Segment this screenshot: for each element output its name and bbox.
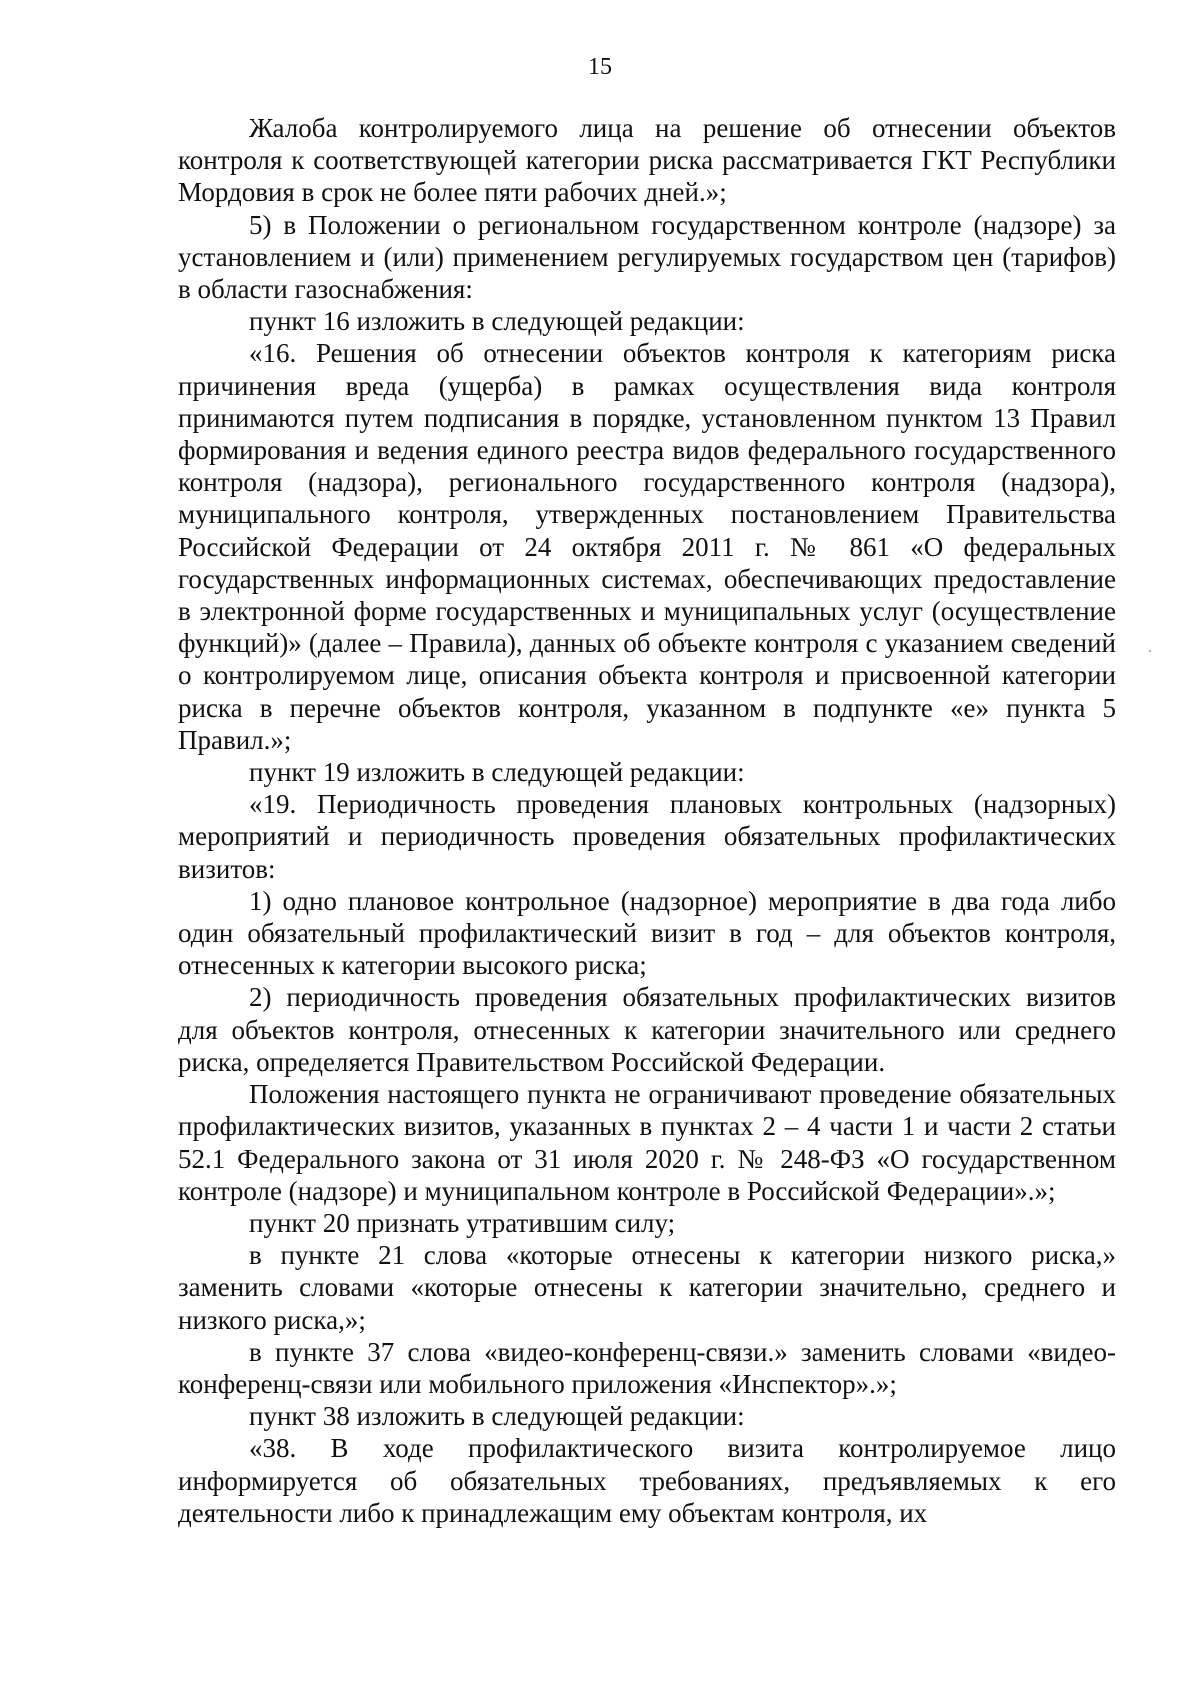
paragraph-point-16-intro: пункт 16 изложить в следующей редакции: xyxy=(249,306,745,337)
paragraph-point-16-text: «16. Решения об отнесении объектов контроля к категориям риска причинения вреда (ущерба) в рамках осуществления вида контроля принимаются путем подписания в порядке, установленном пунктом 13 Правил формирования и ведения единого реестра видов федерального государственного контроля (надзора), регионального государственного контроля (надзора), муниципального контроля, утвержденных постановлением Правительства Российской Федерации от 24 октября 2011 г. № 861 «О федеральных государственных информационных системах, обеспечивающих предоставление в электронной форме государственных и муниципальных услуг (осуществление функций)» (далее – Правила), данных об объекте контроля с указанием сведений о контролируемом лице, описания объекта контроля и присвоенной категории риска в перечне объектов контроля, указанном в подпункте «е» пункта 5 Правил.»; xyxy=(178,338,1116,755)
document-body xyxy=(178,112,1116,1529)
paragraph-subitem-2: 2) периодичность проведения обязательных профилактических визитов для объектов контроля, отнесенных к категории значительного или среднего риска, определяется Правительством Российской Федерации. xyxy=(178,982,1116,1077)
paragraph-point-19-intro: пункт 19 изложить в следующей редакции: xyxy=(249,757,745,788)
page-number: 15 xyxy=(588,54,612,80)
scan-speck xyxy=(1149,650,1151,652)
paragraph-subitem-1: 1) одно плановое контрольное (надзорное) мероприятие в два года либо один обязательный профилактический визит в год – для объектов контроля, отнесенных к категории высокого риска; xyxy=(178,885,1116,981)
paragraph-point-37: в пункте 37 слова «видео-конференц-связи.» заменить словами «видео-конференц-связи или мобильного приложения «Инспектор».»; xyxy=(178,1336,1116,1399)
paragraph-point-38-intro: пункт 38 изложить в следующей редакции: xyxy=(249,1401,745,1432)
paragraph-complaint-review: Жалоба контролируемого лица на решение об отнесении объектов контроля к соответствующей категории риска рассматривается ГКТ Республики Мордовия в срок не более пяти рабочих дней.»; xyxy=(178,113,1116,208)
paragraph-provisions-note: Положения настоящего пункта не ограничивают проведение обязательных профилактических визитов, указанных в пунктах 2 – 4 части 1 и части 2 статьи 52.1 Федерального закона от 31 июля 2020 г. № 248-ФЗ «О государственном контроле (надзоре) и муниципальном контроле в Российской Федерации».»; xyxy=(178,1079,1116,1206)
paragraph-point-20: пункт 20 признать утратившим силу; xyxy=(249,1207,676,1238)
paragraph-item-5-gas-tariff-regulation: 5) в Положении о региональном государственном контроле (надзоре) за установлением и (или) применением регулируемых государством цен (тарифов) в области газоснабжения: xyxy=(178,209,1116,305)
paragraph-point-38-text: «38. В ходе профилактического визита контролируемое лицо информируется об обязательных требованиях, предъявляемых к его деятельности либо к принадлежащим ему объектам контроля, их xyxy=(178,1433,1116,1528)
paragraph-point-21: в пункте 21 слова «которые отнесены к категории низкого риска,» заменить словами «которые отнесены к категории значительно, среднего и низкого риска,»; xyxy=(178,1240,1116,1335)
paragraph-point-19-text: «19. Периодичность проведения плановых контрольных (надзорных) мероприятий и периодичность проведения обязательных профилактических визитов: xyxy=(178,789,1116,884)
